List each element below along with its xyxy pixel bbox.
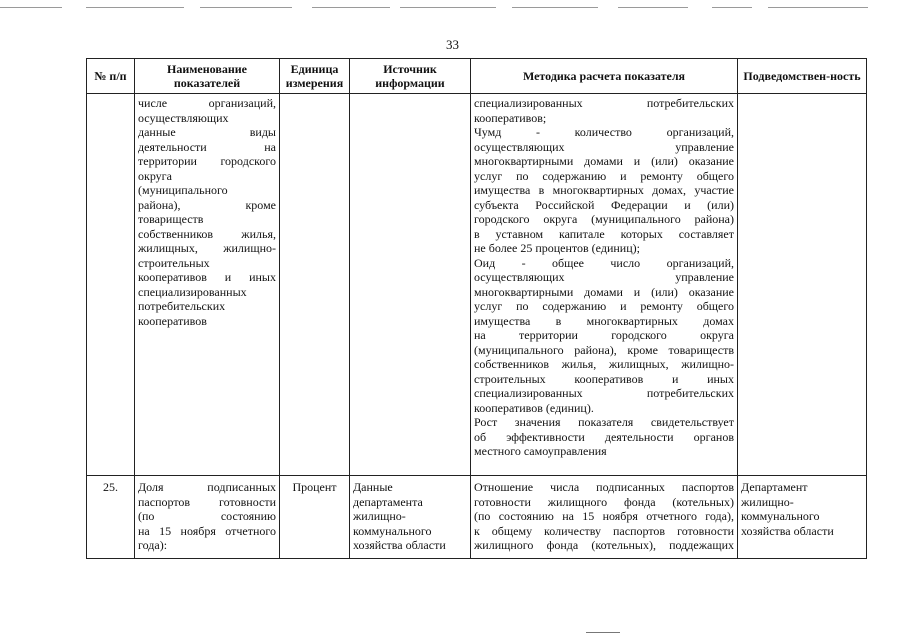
top-rule-2 — [86, 7, 184, 8]
header-source: Источник информации — [350, 59, 471, 94]
header-method: Методика расчета показателя — [471, 59, 738, 94]
row2-unit: Процент — [280, 476, 350, 559]
table-header-row — [87, 59, 867, 94]
top-rule-7 — [618, 7, 688, 8]
header-name: Наименование показателей — [135, 59, 280, 94]
top-rule-8 — [712, 7, 752, 8]
row2-source: Данные департамента жилищно- коммунального хозяйства области — [350, 476, 471, 559]
bottom-rule — [586, 632, 620, 633]
row1-method: специализированных потребительских кооперативов; Чумд - количество организаций, осуществляющих управление многоквартирными домами и (или) оказание услуг по содержанию и ремонту общего имущества в многоквартирных домах, участие субъекта Российской Федерации и (или) городского округа (муниципального района) в уставном капитале которых составляет не более 25 процентов (единиц); Оид - общее число организаций, осуществляющих управление многоквартирными домами и (или) оказание услуг по содержанию и ремонту общего имущества в многоквартирных домах на территории городского округа (муниципального района), кроме товариществ собственников жилья, жилищных, жилищно- строительных кооперативов и иных специализированных потребительских кооперативов (единиц). Рост значения показателя свидетельствует об эффективности деятельности органов местного самоуправления — [471, 94, 738, 476]
row1-source — [350, 94, 471, 476]
header-unit: Единица измерения — [280, 59, 350, 94]
top-rule-5 — [400, 7, 496, 8]
row1-department — [738, 94, 867, 476]
header-department: Подведомствен-ность — [738, 59, 867, 94]
table-row — [87, 476, 867, 559]
row1-unit — [280, 94, 350, 476]
header-number: № п/п — [87, 59, 135, 94]
top-rule-1 — [0, 7, 62, 8]
row2-number: 25. — [87, 476, 135, 559]
top-rule-4 — [312, 7, 390, 8]
row2-name: Доля подписанных паспортов готовности (по состоянию на 15 ноября отчетного года): — [135, 476, 280, 559]
row1-number — [87, 94, 135, 476]
table-row — [87, 94, 867, 476]
top-rule-6 — [512, 7, 598, 8]
indicators-table — [86, 58, 867, 559]
row2-method: Отношение числа подписанных паспортов готовности жилищного фонда (котельных) (по состоянию на 15 ноября отчетного года), к общему количеству паспортов готовности жилищного фонда (котельных), поддежащих — [471, 476, 738, 559]
top-rule-9 — [768, 7, 868, 8]
page-number: 33 — [446, 37, 459, 52]
row1-name: числе организаций, осуществляющих данные виды деятельности на территории городского округа (муниципального района), кроме товариществ собственников жилья, жилищных, жилищно- строительных кооперативов и иных специализированных потребительских кооперативов — [135, 94, 280, 476]
top-rule-3 — [200, 7, 292, 8]
row2-department: Департамент жилищно- коммунального хозяйства области — [738, 476, 867, 559]
